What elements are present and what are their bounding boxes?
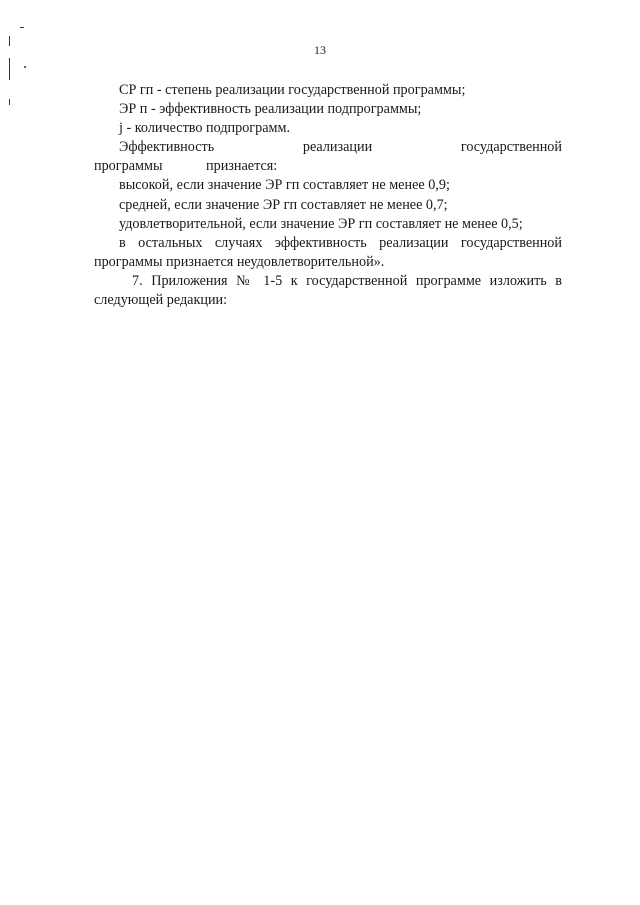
scan-artifact-line [9, 99, 10, 105]
definition-j: j - количество подпрограмм. [119, 120, 291, 137]
criterion-unsatisfactory: в остальных случаях эффективность реализации государственной программы признается неудовлетворительной». [94, 234, 562, 270]
scan-artifact-line [9, 58, 10, 80]
document-body [94, 81, 562, 310]
definition-er-p: ЭР п - эффективность реализации подпрограммы; [119, 101, 422, 118]
scan-artifact-dot [24, 66, 26, 68]
criterion-medium: средней, если значение ЭР гп составляет не менее 0,7; [119, 196, 448, 213]
scan-artifact-dash [20, 27, 24, 28]
criterion-satisfactory: удовлетворительной, если значение ЭР гп составляет не менее 0,5; [119, 215, 523, 232]
criterion-high: высокой, если значение ЭР гп составляет не менее 0,9; [119, 177, 450, 194]
effectiveness-intro: Эффективность реализации государственной программы признается: [94, 139, 562, 175]
page-number: 13 [314, 43, 326, 57]
item-7-appendices: 7. Приложения № 1-5 к государственной программе изложить в следующей редакции: [94, 272, 562, 309]
definition-sr-gp: СР гп - степень реализации государственной программы; [119, 82, 466, 98]
